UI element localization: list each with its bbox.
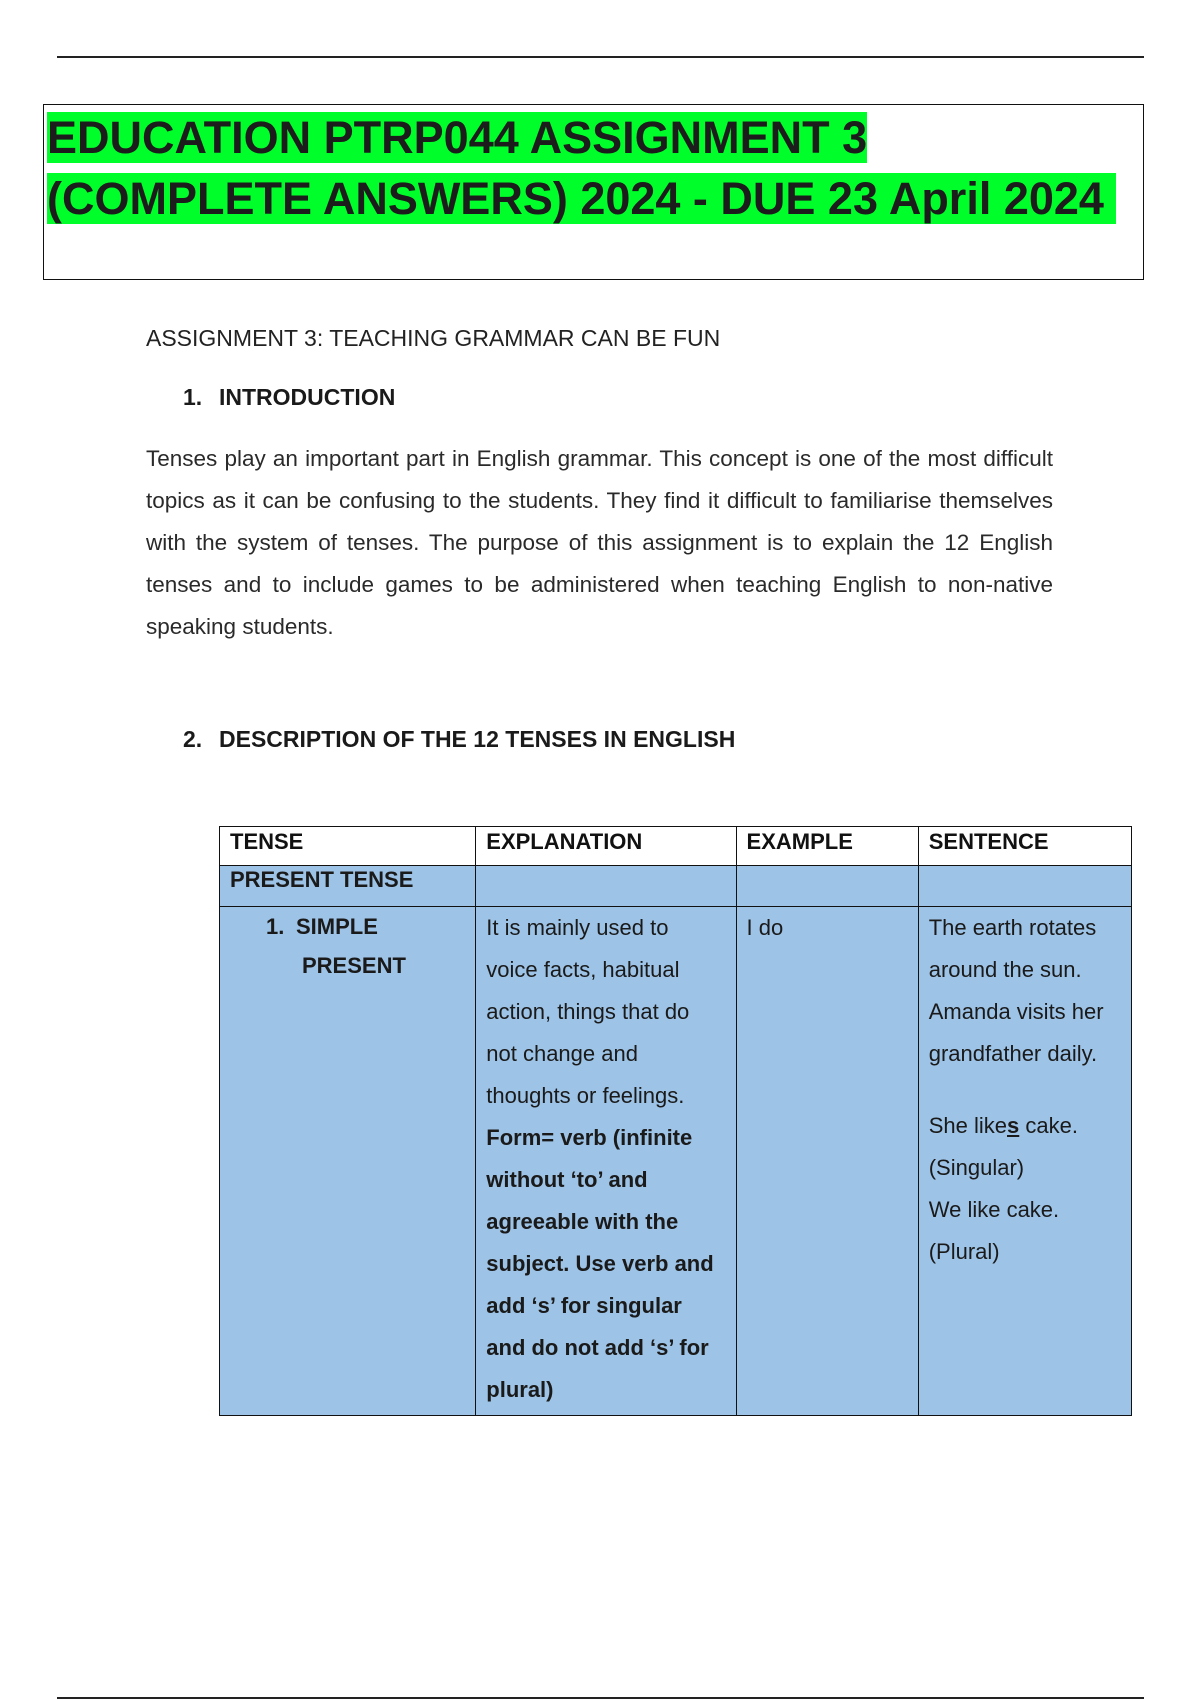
section-heading-tenses bbox=[183, 726, 735, 753]
sentence-text-1: The earth rotates around the sun. Amanda visits her grandfather daily. bbox=[928, 915, 1104, 1066]
explanation-text: It is mainly used to voice facts, habitual action, things that do not change and thoughts or feelings. bbox=[486, 915, 690, 1108]
sentence-2-underlined: s bbox=[1007, 1113, 1020, 1138]
sentence-2-prefix: She like bbox=[928, 1113, 1008, 1138]
introduction-paragraph: Tenses play an important part in English grammar. This concept is one of the most difficult topics as it can be confusing to the students. They find it difficult to familiarise themselves with the system of tenses. The purpose of this assignment is to explain the 12 English tenses and to include games to be administered when teaching English to non-native speaking students. bbox=[146, 446, 1053, 639]
sentence-3-note: (Plural) bbox=[928, 1239, 1000, 1264]
section-title: INTRODUCTION bbox=[219, 384, 396, 410]
section-heading-introduction bbox=[183, 384, 395, 411]
sentence-2-note: (Singular) bbox=[928, 1155, 1025, 1180]
explanation-cell bbox=[476, 907, 736, 1416]
tense-name bbox=[230, 907, 465, 985]
section-number: 1. bbox=[183, 384, 203, 410]
tense-name-line2: PRESENT bbox=[302, 953, 406, 978]
group-label: PRESENT TENSE bbox=[220, 866, 476, 907]
section-number: 2. bbox=[183, 726, 203, 752]
table-header-row bbox=[220, 827, 1132, 866]
empty-cell bbox=[918, 866, 1131, 907]
header-sentence: SENTENCE bbox=[918, 827, 1131, 866]
empty-cell bbox=[736, 866, 918, 907]
table-row bbox=[220, 907, 1132, 1416]
tense-cell bbox=[220, 907, 476, 1416]
title-box bbox=[43, 104, 1144, 280]
spacer bbox=[929, 1075, 1121, 1105]
header-rule bbox=[57, 56, 1144, 58]
section-title: DESCRIPTION OF THE 12 TENSES IN ENGLISH bbox=[219, 726, 736, 752]
footer-rule bbox=[57, 1697, 1144, 1699]
tense-name-line1: SIMPLE bbox=[296, 914, 378, 939]
sentence-text-3: We like cake. bbox=[928, 1197, 1060, 1222]
sentence-cell bbox=[918, 907, 1131, 1416]
assignment-heading: ASSIGNMENT 3: TEACHING GRAMMAR CAN BE FUN bbox=[146, 325, 721, 351]
header-example: EXAMPLE bbox=[736, 827, 918, 866]
group-row-present-tense bbox=[220, 866, 1132, 907]
tense-number: 1. bbox=[266, 914, 285, 939]
form-rule-text: Form= verb (infinite without ‘to’ and agreeable with the subject. Use verb and add ‘s’ for singular and do not add ‘s’ for plural) bbox=[486, 1125, 714, 1402]
example-cell bbox=[736, 907, 918, 1416]
example-text: I do bbox=[746, 915, 784, 940]
header-tense: TENSE bbox=[220, 827, 476, 866]
header-explanation: EXPLANATION bbox=[476, 827, 736, 866]
sentence-2-suffix: cake. bbox=[1019, 1113, 1078, 1138]
tenses-table bbox=[219, 826, 1132, 1416]
sentence-text-2 bbox=[929, 1105, 1121, 1147]
empty-cell bbox=[476, 866, 736, 907]
document-title bbox=[47, 107, 1143, 229]
title-highlight: EDUCATION PTRP044 ASSIGNMENT 3 (COMPLETE ANSWERS) 2024 - DUE 23 April 2024 bbox=[47, 112, 1116, 224]
